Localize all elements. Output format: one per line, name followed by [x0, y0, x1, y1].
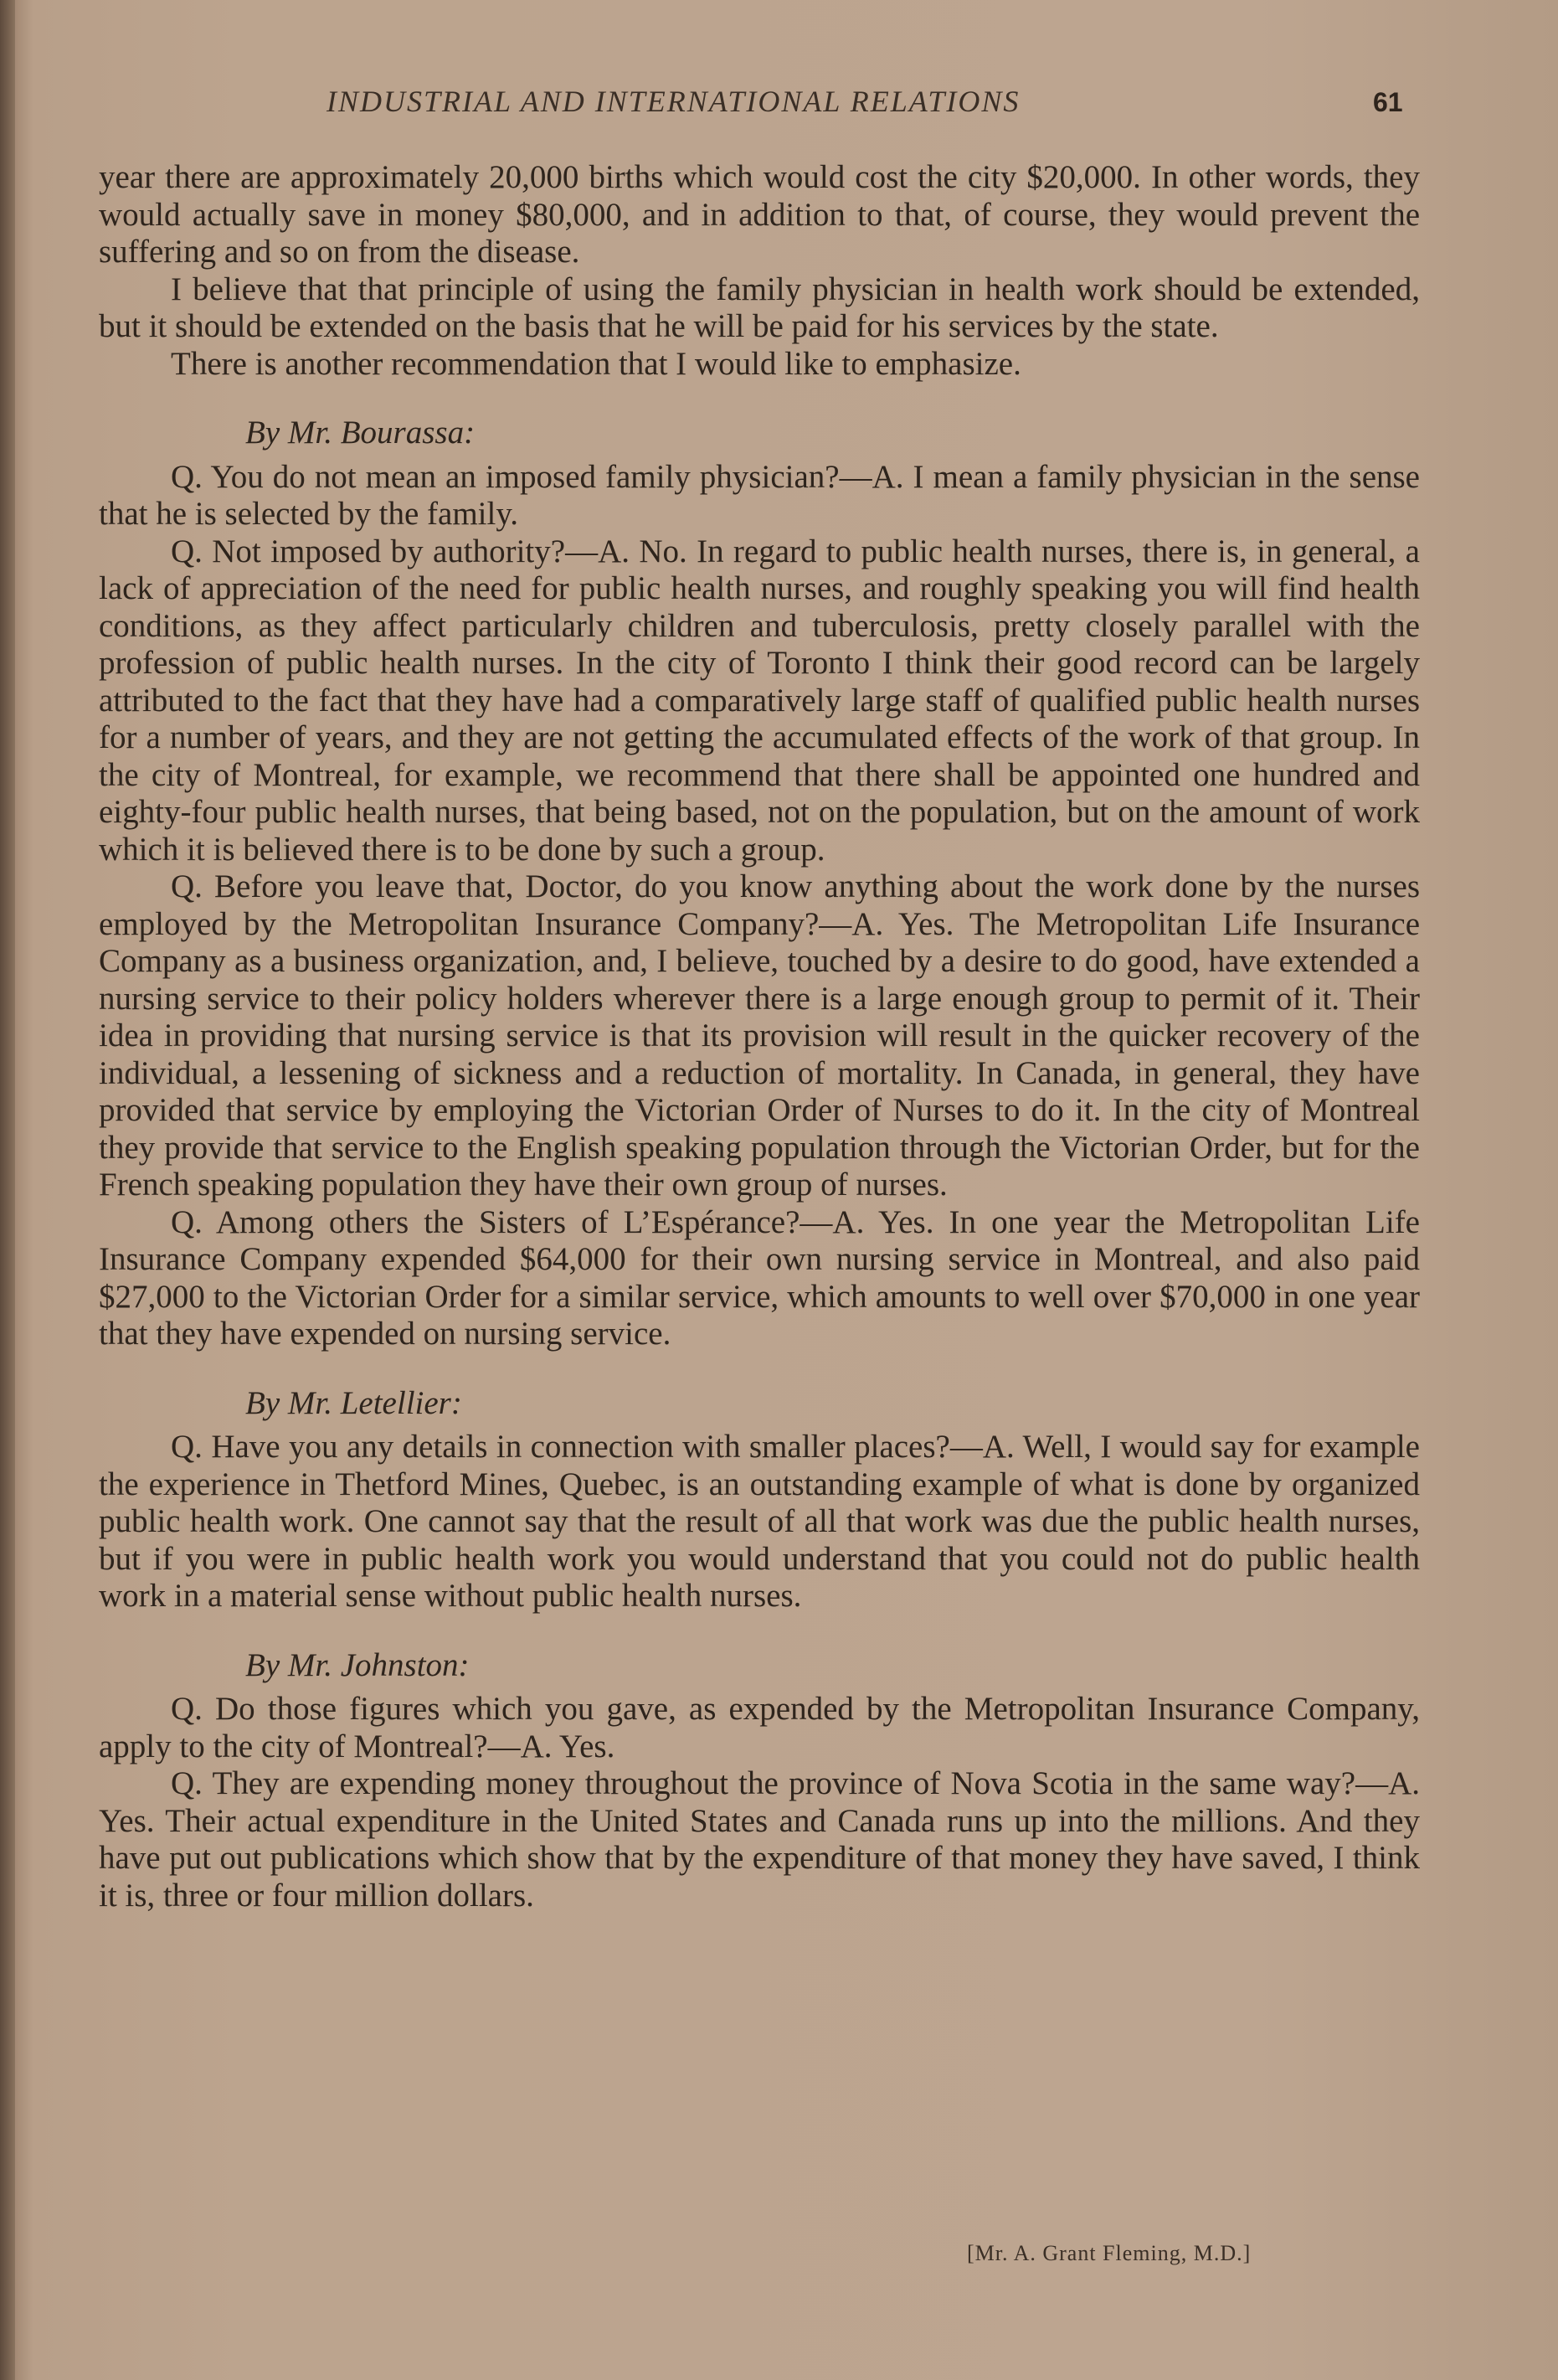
paragraph-1: year there are approximately 20,000 births which would cost the city $20,000. In other words, they would actually save in money $80,000, and in addition to that, of course, they would prevent the suffering and so on from the disease.	[99, 159, 1420, 270]
question-7: Q. They are expending money throughout the province of Nova Scotia in the same way?—A. Yes. Their actual expenditure in the United States and Canada runs up into the millions. And they have put out publications which show that by the expenditure of that money they have saved, I think it is, three or four million dollars.	[99, 1765, 1420, 1914]
paragraph-2: I believe that that principle of using the family physician in health work should be extended, but it should be extended on the basis that he will be paid for his services by the state.	[99, 270, 1420, 344]
speaker-heading-letellier: By Mr. Letellier:	[245, 1384, 462, 1421]
question-3: Q. Before you leave that, Doctor, do you know anything about the work done by the nurses employed by the Metropolitan Insurance Company?—A. Yes. The Metropolitan Life Insurance Company as a business organization, and, I believe, touched by a desire to do good, have extended a nursing service to their policy holders wherever there is a large enough group to permit of it. Their idea in providing that nursing service is that its provision will result in the quicker recovery of the individual, a lessening of sickness and a reduction of mortality. In Canada, in general, they have provided that service by employing the Victorian Order of Nurses to do it. In the city of Montreal they provide that service to the English speaking population through the Victorian Order, but for the French speaking population they have their own group of nurses.	[99, 868, 1420, 1203]
page-binding-edge	[0, 0, 15, 2380]
speaker-heading-bourassa: By Mr. Bourassa:	[245, 415, 476, 451]
paragraph-3: There is another recommendation that I would like to emphasize.	[171, 345, 1021, 382]
question-6: Q. Do those figures which you gave, as expended by the Metropolitan Insurance Company, apply to the city of Montreal?—A. Yes.	[99, 1691, 1420, 1764]
question-5: Q. Have you any details in connection with smaller places?—A. Well, I would say for example the experience in Thetford Mines, Quebec, is an outstanding example of what is done by organized public health work. One cannot say that the result of all that work was due the public health nurses, but if you were in public health work you would understand that you could not do public health work in a material sense without public health nurses.	[99, 1429, 1420, 1614]
question-2: Q. Not imposed by authority?—A. No. In regard to public health nurses, there is, in general, a lack of appreciation of the need for public health nurses, and roughly speaking you will find health conditions, as they affect particularly children and tuberculosis, pretty closely parallel with the profession of public health nurses. In the city of Toronto I think their good record can be largely attributed to the fact that they have had a comparatively large staff of qualified public health nurses for a number of years, and they are not getting the accumulated effects of the work of that group. In the city of Montreal, for example, we recommend that there shall be appointed one hundred and eighty-four public health nurses, that being based, not on the population, but on the amount of work which it is believed there is to be done by such a group.	[99, 533, 1420, 868]
running-head: INDUSTRIAL AND INTERNATIONAL RELATIONS	[327, 85, 1021, 118]
body-text	[99, 159, 1420, 1914]
speaker-heading-johnston: By Mr. Johnston:	[245, 1646, 470, 1683]
page-number: 61	[1373, 87, 1403, 117]
question-1: Q. You do not mean an imposed family physician?—A. I mean a family physician in the sense that he is selected by the family.	[99, 458, 1420, 532]
witness-signature: [Mr. A. Grant Fleming, M.D.]	[967, 2241, 1252, 2265]
question-4: Q. Among others the Sisters of L’Espérance?—A. Yes. In one year the Metropolitan Life Insurance Company expended $64,000 for their own nursing service in Montreal, and also paid $27,000 to the Victorian Order for a similar service, which amounts to well over $70,000 in one year that they have expended on nursing service.	[99, 1203, 1420, 1352]
